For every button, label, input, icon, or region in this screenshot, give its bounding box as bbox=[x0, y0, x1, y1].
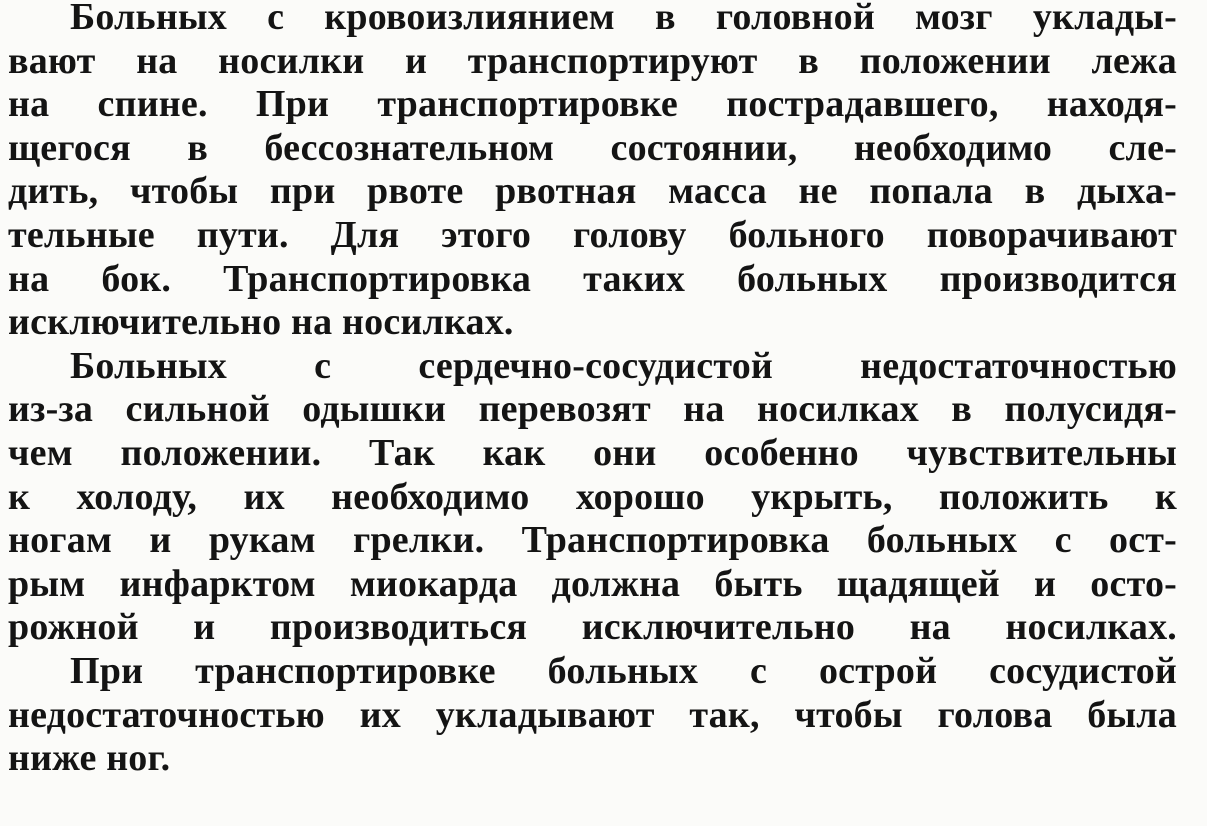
text-line: на бок. Транспортировка таких больных производится bbox=[8, 257, 1177, 300]
text-line: ниже ног. bbox=[8, 737, 171, 780]
text-line: щегося в бессознательном состоянии, необходимо сле- bbox=[8, 126, 1177, 169]
text-line: ногам и рукам грелки. Транспортировка больных с ост- bbox=[8, 519, 1177, 562]
text-line: исключительно на носилках. bbox=[8, 301, 514, 344]
paragraph-vascular-transport bbox=[8, 650, 1177, 781]
text-line: рожной и производиться исключительно на носилках. bbox=[8, 606, 1177, 649]
text-line: рым инфарктом миокарда должна быть щадящей и осто- bbox=[8, 562, 1177, 605]
paragraph-cardiac-transport bbox=[8, 345, 1177, 650]
text-line: Больных с сердечно-сосудистой недостаточностью bbox=[70, 344, 1177, 387]
text-line: вают на носилки и транспортируют в положении лежа bbox=[8, 39, 1177, 82]
text-line: к холоду, их необходимо хорошо укрыть, положить к bbox=[8, 475, 1177, 518]
text-line: недостаточностью их укладывают так, чтобы голова была bbox=[8, 693, 1177, 736]
text-line: дить, чтобы при рвоте рвотная масса не попала в дыха- bbox=[8, 170, 1177, 213]
paragraph-stroke-transport bbox=[8, 0, 1177, 345]
text-line: Больных с кровоизлиянием в головной мозг уклады- bbox=[70, 0, 1177, 38]
text-line: чем положении. Так как они особенно чувствительны bbox=[8, 431, 1177, 474]
text-line: тельные пути. Для этого голову больного поворачивают bbox=[8, 213, 1177, 256]
text-line: При транспортировке больных с острой сосудистой bbox=[70, 649, 1177, 692]
text-line: из-за сильной одышки перевозят на носилках в полусидя- bbox=[8, 388, 1177, 431]
text-line: на спине. При транспортировке пострадавшего, находя- bbox=[8, 83, 1177, 126]
